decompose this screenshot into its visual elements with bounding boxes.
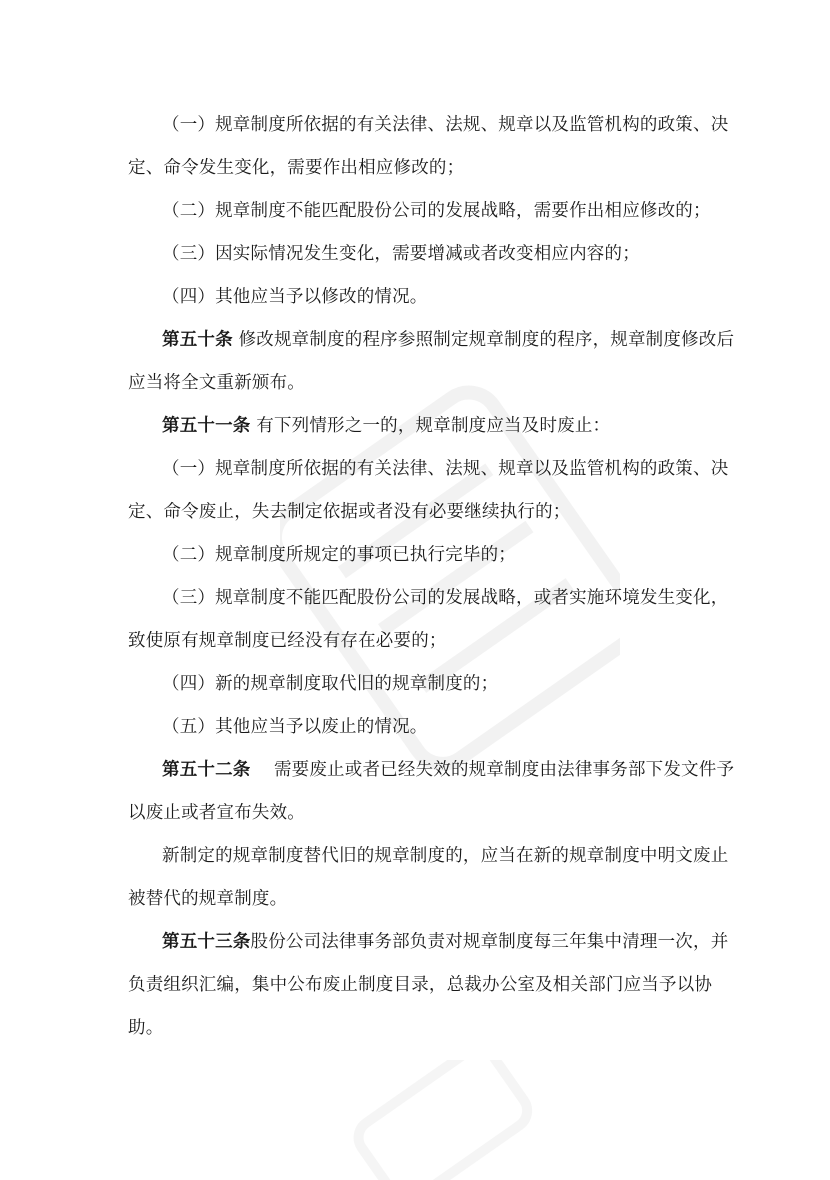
- article-heading: 第五十三条: [162, 932, 251, 952]
- text-line: 被替代的规章制度。: [128, 889, 288, 909]
- text-line: 以废止或者宣布失效。: [128, 803, 305, 823]
- article-53: [162, 930, 728, 954]
- article-heading: 第五十一条: [162, 416, 251, 436]
- text-line: （一）规章制度所依据的有关法律、法规、规章以及监管机构的政策、决: [162, 115, 729, 135]
- text-line: （一）规章制度所依据的有关法律、法规、规章以及监管机构的政策、决: [162, 459, 729, 479]
- watermark-logo-bottom: [330, 1060, 550, 1180]
- article-text: 有下列情形之一的，规章制度应当及时废止：: [250, 416, 611, 436]
- text-line: （三）因实际情况发生变化，需要增减或者改变相应内容的；: [162, 244, 640, 264]
- article-52: [162, 758, 734, 782]
- text-line: （二）规章制度所规定的事项已执行完毕的；: [162, 545, 516, 565]
- watermark-logo: [280, 310, 620, 830]
- text-line: 应当将全文重新颁布。: [128, 373, 305, 393]
- article-heading: 第五十条: [162, 330, 233, 350]
- article-text: 需要废止或者已经失效的规章制度由法律事务部下发文件予: [250, 760, 735, 780]
- text-line: 助。: [128, 1018, 164, 1038]
- article-heading: 第五十二条: [162, 760, 251, 780]
- text-line: （三）规章制度不能匹配股份公司的发展战略，或者实施环境发生变化，: [162, 588, 729, 608]
- article-text: 股份公司法律事务部负责对规章制度每三年集中清理一次，并: [250, 932, 729, 952]
- text-line: 负责组织汇编，集中公布废止制度目录，总裁办公室及相关部门应当予以协: [128, 975, 713, 995]
- text-line: 定、命令发生变化，需要作出相应修改的；: [128, 158, 465, 178]
- text-line: （四）新的规章制度取代旧的规章制度的；: [162, 674, 499, 694]
- text-line: 新制定的规章制度替代旧的规章制度的，应当在新的规章制度中明文废止: [162, 846, 729, 866]
- text-line: 定、命令废止，失去制定依据或者没有必要继续执行的；: [128, 502, 571, 522]
- text-line: （五）其他应当予以废止的情况。: [162, 717, 428, 737]
- text-line: （二）规章制度不能匹配股份公司的发展战略，需要作出相应修改的；: [162, 201, 711, 221]
- text-line: 致使原有规章制度已经没有存在必要的；: [128, 631, 447, 651]
- text-line: （四）其他应当予以修改的情况。: [162, 287, 428, 307]
- article-text: 修改规章制度的程序参照制定规章制度的程序，规章制度修改后: [232, 330, 735, 350]
- article-51: [162, 414, 610, 438]
- article-50: [162, 328, 734, 352]
